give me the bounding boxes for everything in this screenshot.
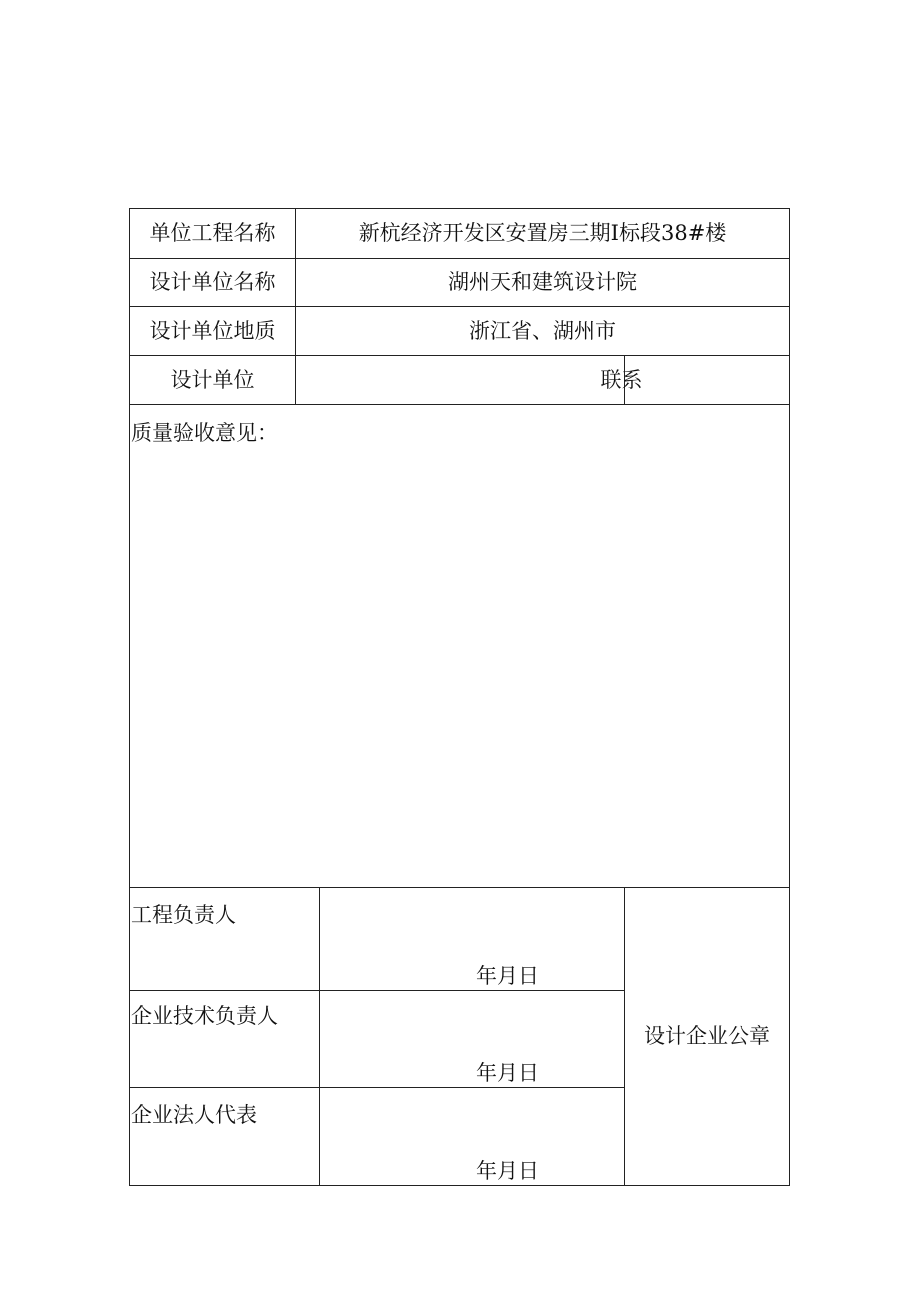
design-unit-name-value: 湖州天和建筑设计院	[448, 270, 637, 294]
contact-value[interactable]	[625, 356, 789, 404]
table-border	[129, 990, 625, 991]
legal-representative-label: 企业法人代表	[131, 1103, 257, 1127]
design-unit-location-value: 浙江省、湖州市	[469, 318, 616, 343]
table-border	[789, 208, 790, 1186]
design-unit-name-label: 设计单位名称	[149, 270, 276, 294]
project-name-label: 单位工程名称	[149, 221, 276, 245]
design-unit-label: 设计单位	[170, 367, 255, 392]
table-border	[129, 1185, 790, 1186]
project-name-value: 新杭经济开发区安置房三期I标段38#楼	[358, 221, 727, 245]
contact-label: 联系	[600, 367, 643, 392]
table-border	[319, 887, 320, 1186]
design-unit-location-label: 设计单位地质	[149, 318, 276, 343]
technical-leader-label: 企业技术负责人	[131, 1004, 278, 1028]
company-seal-label: 设计企业公章	[644, 1024, 770, 1048]
project-leader-date: 年月日	[476, 964, 539, 988]
legal-representative-date: 年月日	[476, 1159, 539, 1183]
project-leader-label: 工程负责人	[131, 903, 236, 927]
table-border	[129, 404, 790, 405]
table-border	[129, 1087, 625, 1088]
technical-leader-date: 年月日	[476, 1061, 539, 1085]
quality-opinion-label: 质量验收意见：	[131, 421, 278, 445]
